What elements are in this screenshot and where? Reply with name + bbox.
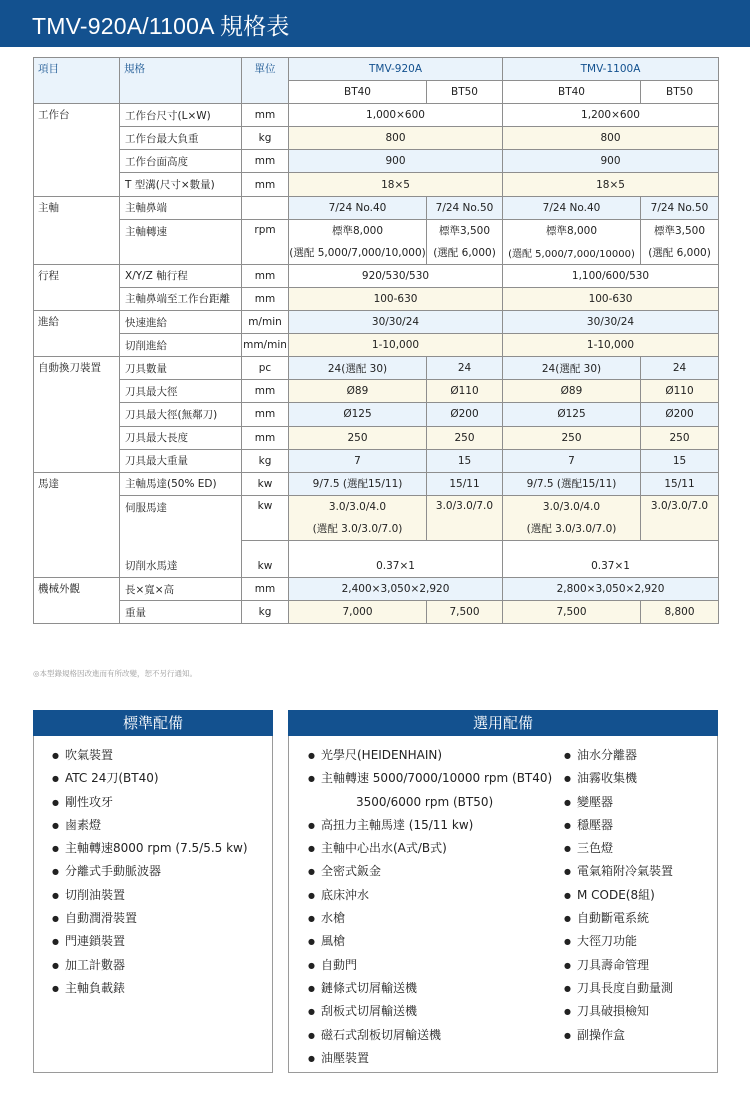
- table-row: [34, 173, 719, 196]
- page-title: TMV-920A/1100A 規格表: [32, 13, 290, 39]
- value-cell: 30/30/24: [289, 311, 503, 334]
- unit-cell: mm: [242, 173, 289, 196]
- value-cell: 18×5: [289, 173, 503, 196]
- value-cell: Ø125: [503, 403, 641, 426]
- table-row: [34, 311, 719, 334]
- value-cell: 800: [503, 127, 719, 150]
- list-item: ● 刀具破損檢知: [564, 1000, 673, 1023]
- table-row: [34, 495, 719, 518]
- header-sub: BT40: [503, 81, 641, 104]
- value-cell: 2,800×3,050×2,920: [503, 578, 719, 601]
- unit-cell: mm: [242, 104, 289, 127]
- value-cell: (選配 3.0/3.0/7.0): [289, 518, 427, 541]
- value-cell: Ø110: [641, 380, 719, 403]
- list-item: ● 風槍: [308, 930, 552, 953]
- spec-label: 切削水馬達: [120, 540, 242, 577]
- list-item: ● 三色燈: [564, 837, 673, 860]
- spec-label: 主軸鼻端至工作台距離: [120, 287, 242, 310]
- list-item: ● 磁石式刮板切屑輸送機: [308, 1024, 552, 1047]
- unit-cell: kg: [242, 449, 289, 472]
- spec-label: 快速進給: [120, 311, 242, 334]
- value-cell: 24(選配 30): [289, 357, 427, 380]
- optional-equipment-title: 選用配備: [288, 710, 718, 736]
- unit-cell: mm: [242, 578, 289, 601]
- header-sub: BT50: [641, 81, 719, 104]
- value-cell: 15: [641, 449, 719, 472]
- list-item: ● 底床沖水: [308, 884, 552, 907]
- table-row: [34, 540, 719, 577]
- value-cell: 24: [427, 357, 503, 380]
- spec-table: [33, 57, 719, 624]
- list-item: ● 鏈條式切屑輸送機: [308, 977, 552, 1000]
- spec-label: 工作台最大負重: [120, 127, 242, 150]
- table-row: [34, 127, 719, 150]
- header-sub: BT40: [289, 81, 427, 104]
- value-cell: 250: [289, 426, 427, 449]
- table-row: [34, 104, 719, 127]
- value-cell: 900: [289, 150, 503, 173]
- value-cell: 9/7.5 (選配15/11): [289, 472, 427, 495]
- list-item: ● 油壓裝置: [308, 1047, 552, 1070]
- list-item: ● 穩壓器: [564, 814, 673, 837]
- category-label: 馬達: [34, 472, 120, 577]
- value-cell: 7/24 No.50: [427, 196, 503, 219]
- unit-cell: kw: [242, 495, 289, 540]
- value-cell: 標準3,500: [427, 219, 503, 242]
- unit-cell: m/min: [242, 311, 289, 334]
- unit-cell: mm: [242, 264, 289, 287]
- table-row: [34, 334, 719, 357]
- category-label: 工作台: [34, 104, 120, 196]
- header-unit: 單位: [242, 58, 289, 104]
- value-cell: 7,500: [503, 601, 641, 624]
- value-cell: 9/7.5 (選配15/11): [503, 472, 641, 495]
- value-cell: 100-630: [289, 287, 503, 310]
- value-cell: (選配 6,000): [427, 242, 503, 265]
- title-bar: [0, 0, 750, 47]
- value-cell: 920/530/530: [289, 264, 503, 287]
- header-sub: BT50: [427, 81, 503, 104]
- list-item: ● 刀具長度自動量測: [564, 977, 673, 1000]
- spec-label: 刀具最大徑: [120, 380, 242, 403]
- list-item: ● 副操作盒: [564, 1024, 673, 1047]
- spec-label: 刀具最大重量: [120, 449, 242, 472]
- unit-cell: mm: [242, 426, 289, 449]
- list-item: ● 自動斷電系統: [564, 907, 673, 930]
- value-cell: 15/11: [641, 472, 719, 495]
- value-cell: Ø89: [289, 380, 427, 403]
- value-cell: (選配 3.0/3.0/7.0): [503, 518, 641, 541]
- unit-cell: mm: [242, 380, 289, 403]
- list-item: ● 剛性攻牙: [52, 791, 248, 814]
- value-cell: (選配 5,000/7,000/10,000): [289, 242, 427, 265]
- value-cell: 1-10,000: [503, 334, 719, 357]
- list-item: ● 主軸負載錶: [52, 977, 248, 1000]
- category-label: 機械外觀: [34, 578, 120, 624]
- value-cell: 1,100/600/530: [503, 264, 719, 287]
- value-cell: 3.0/3.0/7.0: [427, 495, 503, 540]
- spec-label: 工作台面高度: [120, 150, 242, 173]
- standard-equipment-list: [52, 744, 248, 1000]
- value-cell: 18×5: [503, 173, 719, 196]
- list-item-continuation: 3500/6000 rpm (BT50): [356, 794, 494, 809]
- unit-cell: mm/min: [242, 334, 289, 357]
- optional-equipment-list-1: [308, 744, 552, 1070]
- table-row: [34, 219, 719, 242]
- list-item: ● 自動潤滑裝置: [52, 907, 248, 930]
- value-cell: Ø200: [427, 403, 503, 426]
- spec-label: 主軸轉速: [120, 219, 242, 264]
- value-cell: 7: [289, 449, 427, 472]
- unit-cell: kw: [242, 540, 289, 577]
- value-cell: 7: [503, 449, 641, 472]
- list-item: ● 主軸轉速8000 rpm (7.5/5.5 kw): [52, 837, 248, 860]
- value-cell: 15/11: [427, 472, 503, 495]
- table-row: [34, 426, 719, 449]
- value-cell: 標準3,500: [641, 219, 719, 242]
- value-cell: 1,200×600: [503, 104, 719, 127]
- category-label: 進給: [34, 311, 120, 357]
- spec-label: X/Y/Z 軸行程: [120, 264, 242, 287]
- unit-cell: [242, 196, 289, 219]
- value-cell: 24: [641, 357, 719, 380]
- value-cell: 100-630: [503, 287, 719, 310]
- unit-cell: kg: [242, 601, 289, 624]
- header-spec: 規格: [120, 58, 242, 104]
- list-item: ● 切削油裝置: [52, 884, 248, 907]
- list-item: ● 油水分離器: [564, 744, 673, 767]
- table-row: [34, 357, 719, 380]
- optional-equipment-list-2: [564, 744, 673, 1047]
- list-item: ● 刀具壽命管理: [564, 954, 673, 977]
- list-item: ● 主軸中心出水(A式/B式): [308, 837, 552, 860]
- value-cell: 7/24 No.40: [503, 196, 641, 219]
- table-row: [34, 264, 719, 287]
- value-cell: 7,000: [289, 601, 427, 624]
- value-cell: 標準8,000: [289, 219, 427, 242]
- spec-label: 重量: [120, 601, 242, 624]
- header-row: [34, 58, 719, 81]
- table-row: [34, 287, 719, 310]
- list-item: ● 全密式鈑金: [308, 860, 552, 883]
- list-item: ● 大徑刀功能: [564, 930, 673, 953]
- table-row: [34, 472, 719, 495]
- list-item: ● 光學尺(HEIDENHAIN): [308, 744, 552, 767]
- list-item: ● 變壓器: [564, 791, 673, 814]
- value-cell: 7,500: [427, 601, 503, 624]
- list-item: ● 門連鎖裝置: [52, 930, 248, 953]
- value-cell: 7/24 No.50: [641, 196, 719, 219]
- header-model-920a: TMV-920A: [289, 58, 503, 81]
- value-cell: (選配 6,000): [641, 242, 719, 265]
- value-cell: Ø110: [427, 380, 503, 403]
- unit-cell: pc: [242, 357, 289, 380]
- unit-cell: rpm: [242, 219, 289, 264]
- unit-cell: mm: [242, 287, 289, 310]
- value-cell: (選配 5,000/7,000/10000): [503, 242, 641, 265]
- list-item: ● 吹氣裝置: [52, 744, 248, 767]
- value-cell: 250: [641, 426, 719, 449]
- value-cell: 2,400×3,050×2,920: [289, 578, 503, 601]
- value-cell: 15: [427, 449, 503, 472]
- value-cell: 30/30/24: [503, 311, 719, 334]
- value-cell: 8,800: [641, 601, 719, 624]
- spec-label: 主軸鼻端: [120, 196, 242, 219]
- value-cell: 1-10,000: [289, 334, 503, 357]
- spec-label: 伺服馬達: [120, 495, 242, 540]
- list-item: ● 電氣箱附冷氣裝置: [564, 860, 673, 883]
- list-item: ● 自動門: [308, 954, 552, 977]
- table-row: [34, 380, 719, 403]
- value-cell: 7/24 No.40: [289, 196, 427, 219]
- spec-label: 刀具數量: [120, 357, 242, 380]
- table-row: [34, 150, 719, 173]
- category-label: 行程: [34, 264, 120, 310]
- unit-cell: kw: [242, 472, 289, 495]
- value-cell: 標準8,000: [503, 219, 641, 242]
- unit-cell: mm: [242, 150, 289, 173]
- table-row: [34, 403, 719, 426]
- value-cell: 900: [503, 150, 719, 173]
- spec-label: 長×寬×高: [120, 578, 242, 601]
- unit-cell: mm: [242, 403, 289, 426]
- list-item: ● 水槍: [308, 907, 552, 930]
- value-cell: 250: [427, 426, 503, 449]
- value-cell: 0.37×1: [503, 540, 719, 577]
- category-label: 自動換刀裝置: [34, 357, 120, 472]
- value-cell: Ø200: [641, 403, 719, 426]
- spec-label: 切削進給: [120, 334, 242, 357]
- list-item: ● 分離式手動脈波器: [52, 860, 248, 883]
- header-item: 項目: [34, 58, 120, 104]
- list-item: ● 加工計數器: [52, 954, 248, 977]
- category-label: 主軸: [34, 196, 120, 264]
- value-cell: 3.0/3.0/7.0: [641, 495, 719, 540]
- value-cell: Ø89: [503, 380, 641, 403]
- spec-label: T 型溝(尺寸×數量): [120, 173, 242, 196]
- spec-label: 刀具最大徑(無鄰刀): [120, 403, 242, 426]
- value-cell: 3.0/3.0/4.0: [289, 495, 427, 518]
- value-cell: 800: [289, 127, 503, 150]
- table-row: [34, 449, 719, 472]
- list-item: ● 鹵素燈: [52, 814, 248, 837]
- header-model-1100a: TMV-1100A: [503, 58, 719, 81]
- table-row: [34, 196, 719, 219]
- unit-cell: kg: [242, 127, 289, 150]
- value-cell: Ø125: [289, 403, 427, 426]
- list-item: ● 油霧收集機: [564, 767, 673, 790]
- spec-label: 主軸馬達(50% ED): [120, 472, 242, 495]
- table-row: [34, 578, 719, 601]
- value-cell: 0.37×1: [289, 540, 503, 577]
- list-item: ● 刮板式切屑輸送機: [308, 1000, 552, 1023]
- footnote: ◎本型錄規格因改進而有所改變，恕不另行通知。: [33, 669, 198, 678]
- value-cell: 3.0/3.0/4.0: [503, 495, 641, 518]
- standard-equipment-title: 標準配備: [33, 710, 273, 736]
- value-cell: 250: [503, 426, 641, 449]
- table-row: [34, 601, 719, 624]
- spec-label: 刀具最大長度: [120, 426, 242, 449]
- list-item: ● 主軸轉速 5000/7000/10000 rpm (BT40): [308, 767, 552, 790]
- list-item: ● ATC 24刀(BT40): [52, 767, 248, 790]
- value-cell: 1,000×600: [289, 104, 503, 127]
- spec-label: 工作台尺寸(L×W): [120, 104, 242, 127]
- value-cell: 24(選配 30): [503, 357, 641, 380]
- list-item: ● 高扭力主軸馬達 (15/11 kw): [308, 814, 552, 837]
- list-item: ● M CODE(8組): [564, 884, 673, 907]
